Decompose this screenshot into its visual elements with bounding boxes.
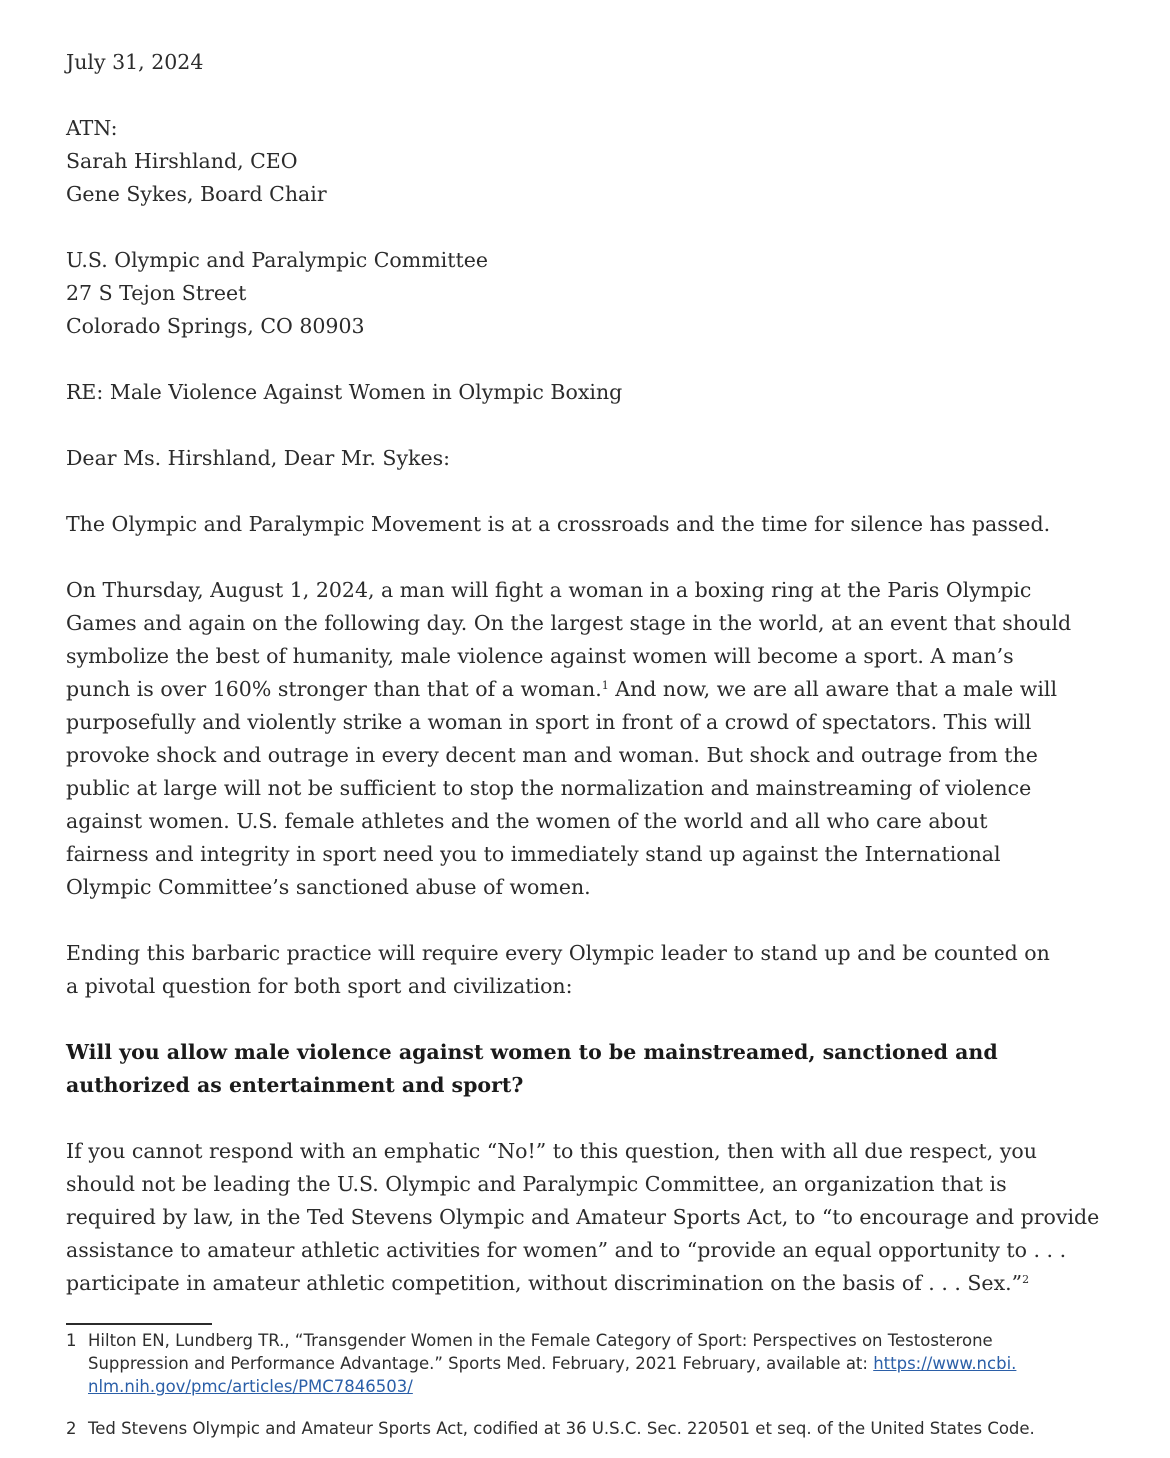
- paragraph-boxing-event: [66, 574, 1106, 904]
- citation-link[interactable]: https://www.ncbi.: [873, 1354, 1017, 1373]
- paragraph-line: a pivotal question for both sport and civilization:: [66, 974, 573, 998]
- paragraph-crossroads: The Olympic and Paralympic Movement is at a crossroads and the time for silence has passed.: [66, 512, 1051, 536]
- footnote-number: 2: [66, 1419, 77, 1438]
- footnote-line: [88, 1352, 1108, 1375]
- footnote-ref-2: 2: [1022, 1273, 1030, 1286]
- paragraph-line-part: punch is over 160% stronger than that of a woman.: [66, 677, 602, 701]
- address-city: Colorado Springs, CO 80903: [66, 314, 365, 338]
- salutation: Dear Ms. Hirshland, Dear Mr. Sykes:: [66, 446, 451, 470]
- paragraph-line: Games and again on the following day. On the largest stage in the world, at an event that should: [66, 611, 1072, 635]
- citation-link-continued[interactable]: nlm.nih.gov/pmc/articles/PMC7846503/: [88, 1377, 413, 1396]
- address-street: 27 S Tejon Street: [66, 281, 247, 305]
- paragraph-emphatic-no: [66, 1135, 1106, 1300]
- recipient-board-chair: Gene Sykes, Board Chair: [66, 182, 327, 206]
- footnote-number: 1: [66, 1331, 77, 1350]
- paragraph-line: purposefully and violently strike a woman in sport in front of a crowd of spectators. This will: [66, 710, 1032, 734]
- footnote-line: Ted Stevens Olympic and Amateur Sports Act, codified at 36 U.S.C. Sec. 220501 et seq. of the United States Code.: [88, 1419, 1035, 1438]
- paragraph-line: symbolize the best of humanity, male violence against women will become a sport. A man’s: [66, 644, 1014, 668]
- question-line: authorized as entertainment and sport?: [66, 1073, 524, 1097]
- paragraph-pivotal-question: [66, 937, 1106, 1003]
- paragraph-line: On Thursday, August 1, 2024, a man will fight a woman in a boxing ring at the Paris Olympic: [66, 578, 1032, 602]
- recipient-ceo: Sarah Hirshland, CEO: [66, 149, 298, 173]
- paragraph-line: provoke shock and outrage in every decent man and woman. But shock and outrage from the: [66, 743, 1038, 767]
- paragraph-line: assistance to amateur athletic activities for women” and to “provide an equal opportunity to . . .: [66, 1238, 1067, 1262]
- footnote-line-part: Suppression and Performance Advantage.” Sports Med. February, 2021 February, available at:: [88, 1354, 874, 1373]
- footnote-body: [88, 1417, 1108, 1440]
- paragraph-line: Olympic Committee’s sanctioned abuse of women.: [66, 875, 591, 899]
- address-organization: U.S. Olympic and Paralympic Committee: [66, 248, 488, 272]
- footnote-line: [88, 1375, 1108, 1398]
- question-line: Will you allow male violence against women to be mainstreamed, sanctioned and: [66, 1040, 998, 1064]
- paragraph-line: against women. U.S. female athletes and the women of the world and all who care about: [66, 809, 988, 833]
- paragraph-line: should not be leading the U.S. Olympic and Paralympic Committee, an organization that is: [66, 1172, 1007, 1196]
- footnote-divider: [66, 1323, 212, 1325]
- paragraph-line: Ending this barbaric practice will require every Olympic leader to stand up and be counted on: [66, 941, 1050, 965]
- paragraph-line: required by law, in the Ted Stevens Olympic and Amateur Sports Act, to “to encourage and provide: [66, 1205, 1100, 1229]
- paragraph-line: fairness and integrity in sport need you to immediately stand up against the International: [66, 842, 1001, 866]
- bold-question: [66, 1036, 1106, 1102]
- subject-line: RE: Male Violence Against Women in Olympic Boxing: [66, 380, 623, 404]
- paragraph-line-part: And now, we are all aware that a male will: [615, 677, 1058, 701]
- footnote-line: Hilton EN, Lundberg TR., “Transgender Women in the Female Category of Sport: Perspectives on Testosterone: [88, 1331, 993, 1350]
- paragraph-line: [66, 673, 1106, 706]
- paragraph-line: [66, 1267, 1106, 1300]
- paragraph-line: If you cannot respond with an emphatic “No!” to this question, then with all due respect, you: [66, 1139, 1037, 1163]
- letter-date: July 31, 2024: [66, 50, 204, 74]
- footnote-body: [88, 1329, 1108, 1398]
- paragraph-line-part: participate in amateur athletic competition, without discrimination on the basis of . . . Sex.”: [66, 1271, 1023, 1295]
- attn-label: ATN:: [66, 116, 118, 140]
- footnote-ref-1: 1: [601, 679, 609, 692]
- paragraph-line: public at large will not be sufficient to stop the normalization and mainstreaming of violence: [66, 776, 1032, 800]
